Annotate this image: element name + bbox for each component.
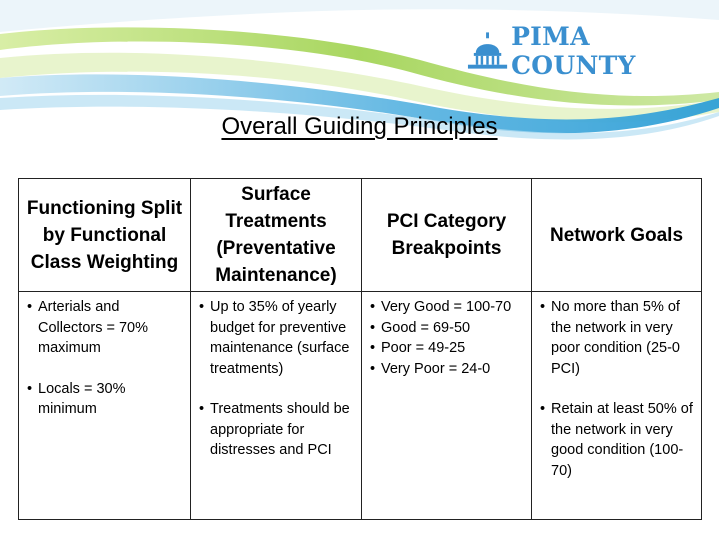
list-item: • No more than 5% of the network in very poor condition (25-0 PCI) [551, 297, 695, 379]
table-cell [19, 292, 191, 520]
logo-text: PIMA COUNTY [511, 22, 636, 80]
list-item: • Arterials and Collectors = 70% maximum [38, 297, 184, 359]
slide-title: Overall Guiding Principles [221, 113, 498, 140]
list-item: • Very Poor = 24-0 [381, 359, 525, 380]
principles-table [18, 178, 702, 520]
table-header-row [19, 179, 702, 292]
column-header [191, 179, 362, 292]
column-header-line: Surface [241, 184, 311, 205]
column-header [362, 179, 532, 292]
column-header-line: Treatments [225, 211, 327, 232]
column-header [19, 179, 191, 292]
column-header [532, 179, 702, 292]
column-header-line: Functioning Split [26, 197, 183, 219]
bullet-list [538, 297, 695, 481]
list-item: • Locals = 30% minimum [38, 379, 184, 420]
list-item: • Poor = 49-25 [381, 338, 525, 359]
list-item: • Up to 35% of yearly budget for preventive maintenance (surface treatments) [210, 297, 355, 379]
list-item: • Retain at least 50% of the network in very good condition (100-70) [551, 399, 695, 481]
column-header-line: Network Goals [549, 224, 684, 246]
column-header-line: by Functional [42, 224, 167, 246]
column-header-line: PCI Category [386, 211, 507, 232]
column-header-line: Maintenance) [215, 265, 337, 286]
column-header-line: Class Weighting [30, 251, 179, 273]
bullet-list [368, 297, 525, 379]
table-cell [191, 292, 362, 520]
list-item: • Good = 69-50 [381, 318, 525, 339]
column-header-line: (Preventative [216, 238, 336, 259]
column-header-line: Breakpoints [391, 238, 502, 259]
bullet-list [25, 297, 184, 420]
list-item: • Treatments should be appropriate for distresses and PCI [210, 399, 355, 461]
table-cell [532, 292, 702, 520]
pima-county-logo [466, 22, 719, 80]
bullet-list [197, 297, 355, 461]
capitol-dome-icon [466, 31, 509, 71]
table-cell [362, 292, 532, 520]
table-row [19, 292, 702, 520]
list-item: • Very Good = 100-70 [381, 297, 525, 318]
